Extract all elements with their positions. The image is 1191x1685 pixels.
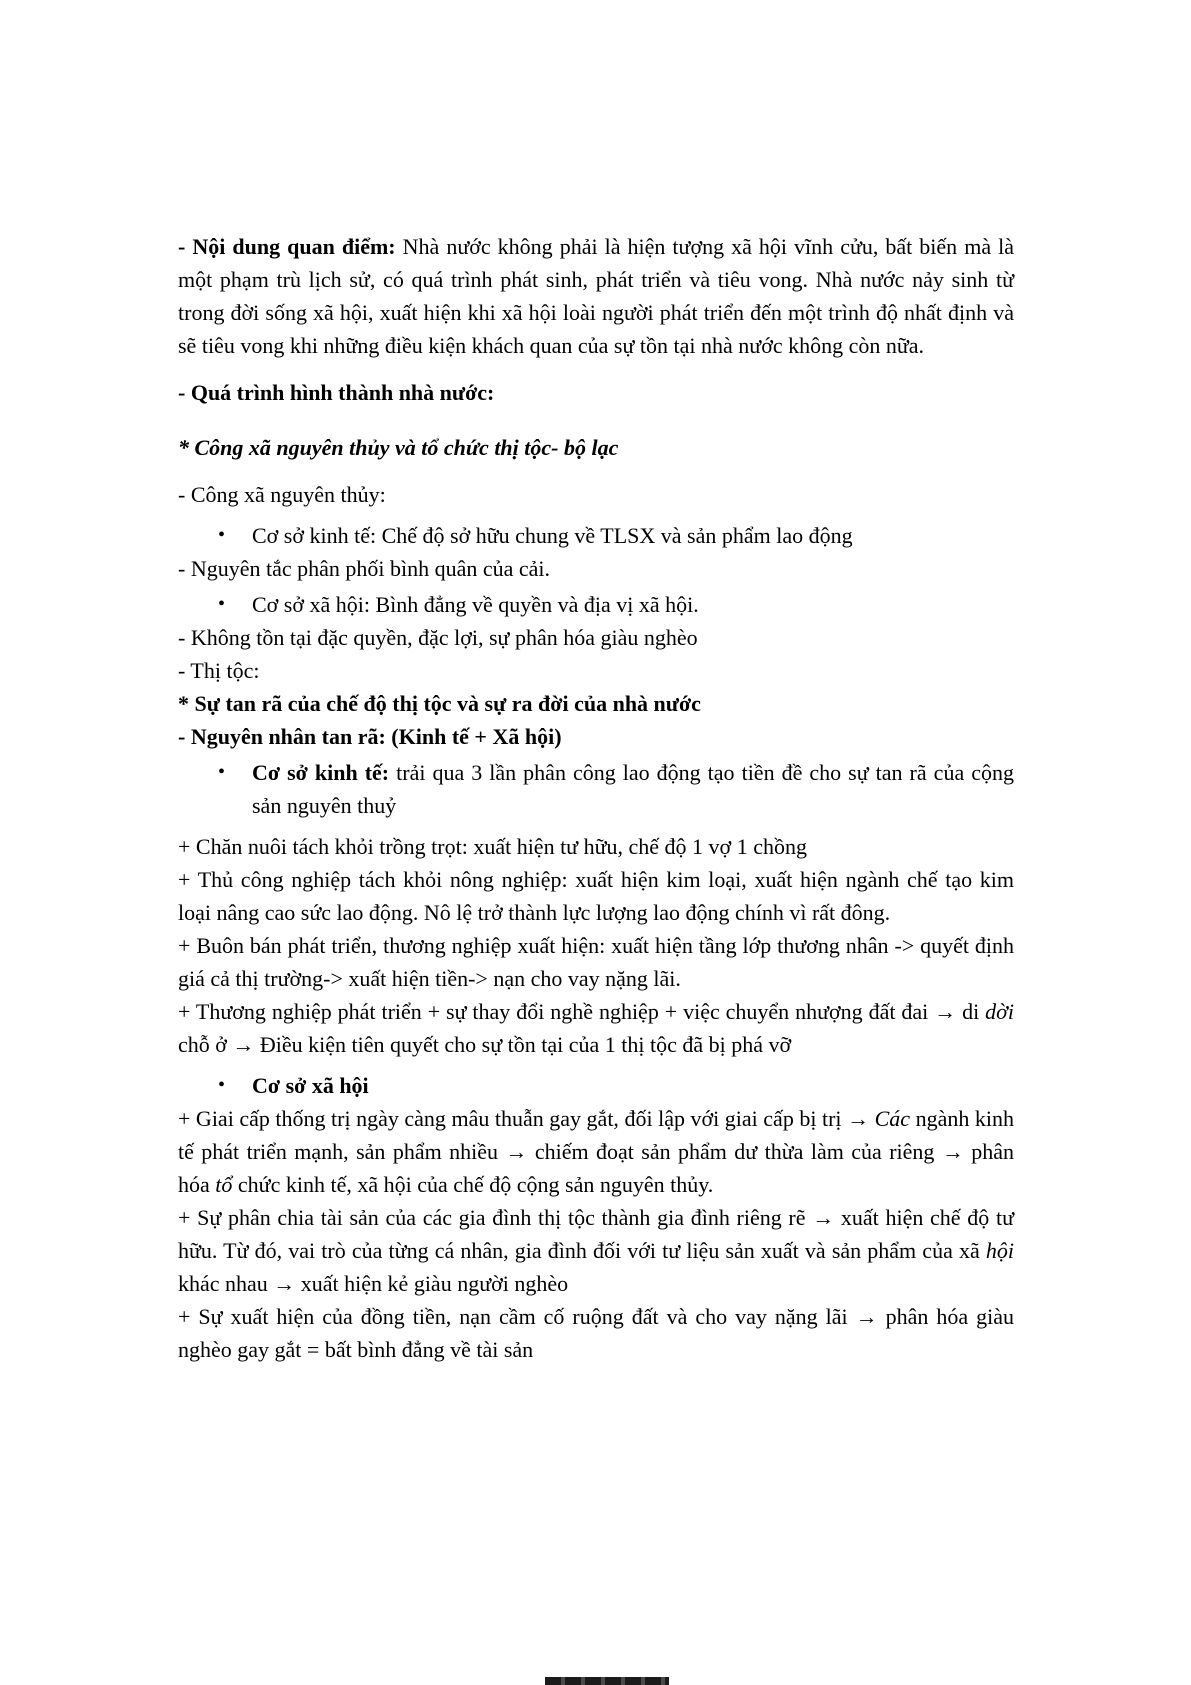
- label-clan: - Thị tộc:: [178, 658, 260, 683]
- bullet-economic-cause-text: [252, 756, 1014, 822]
- bullet-economic-basis: [178, 519, 1014, 552]
- label-primitive-commune: - Công xã nguyên thủy:: [178, 482, 386, 507]
- heading-primitive-commune: * Công xã nguyên thủy và tổ chức thị tộc- bộ lạc: [178, 435, 619, 460]
- intro-lead-label: - Nội dung quan điểm:: [178, 234, 396, 259]
- bullet-social-cause-text: Cơ sở xã hội: [252, 1073, 369, 1098]
- paragraph-handicraft: + Thủ công nghiệp tách khỏi nông nghiệp: xuất hiện kim loại, xuất hiện ngành chế tạo kim loại nâng cao sức lao động. Nô lệ trở thành lực lượng lao động chính vì rất đông.: [178, 867, 1014, 925]
- paragraph-class-conflict: [178, 1102, 1014, 1201]
- bullet-economic-basis-text: Cơ sở kinh tế: Chế độ sở hữu chung về TLSX và sản phẩm lao động: [252, 523, 853, 548]
- property-division-italic: hội: [985, 1238, 1014, 1263]
- heading-dissolution-causes: - Nguyên nhân tan rã: (Kinh tế + Xã hội): [178, 724, 562, 749]
- paragraph-trade: + Buôn bán phát triển, thương nghiệp xuất hiện: xuất hiện tầng lớp thương nhân -> quyết định giá cả thị trường-> xuất hiện tiền-> nạn cho vay nặng lãi.: [178, 933, 1014, 991]
- document-page: [178, 230, 1014, 1366]
- bullet-icon: •: [218, 524, 226, 546]
- economic-cause-body: trải qua 3 lần phân công lao động tạo tiền đề cho sự tan rã của cộng sản nguyên thuỷ: [252, 760, 1014, 818]
- bullet-icon: •: [218, 593, 226, 615]
- commerce-text-b: chỗ ở → Điều kiện tiên quyết cho sự tồn tại của 1 thị tộc đã bị phá vỡ: [178, 1032, 792, 1057]
- paragraph-no-privilege: - Không tồn tại đặc quyền, đặc lợi, sự phân hóa giàu nghèo: [178, 625, 698, 650]
- paragraph-money: + Sự xuất hiện của đồng tiền, nạn cầm cố ruộng đất và cho vay nặng lãi → phân hóa giàu nghèo gay gắt = bất bình đẳng về tài sản: [178, 1304, 1014, 1362]
- bullet-icon: •: [218, 1074, 226, 1096]
- class-conflict-a: + Giai cấp thống trị ngày càng mâu thuẫn gay gắt, đối lập với giai cấp bị trị →: [178, 1106, 875, 1131]
- bullet-social-cause: [178, 1069, 1014, 1102]
- paragraph-commerce: [178, 995, 1014, 1061]
- paragraph-intro: [178, 230, 1014, 362]
- bullet-icon: •: [218, 761, 226, 783]
- bullet-economic-cause: [178, 756, 1014, 822]
- bullet-social-basis-text: Cơ sở xã hội: Bình đẳng về quyền và địa vị xã hội.: [252, 592, 699, 617]
- commerce-text-italic: dời: [985, 999, 1014, 1024]
- class-conflict-b: ngành kinh tế phát triển mạnh, sản phẩm nhiều → chiếm đoạt sản phẩm dư thừa làm của riêng → phân hóa: [178, 1106, 1014, 1197]
- heading-formation-process: - Quá trình hình thành nhà nước:: [178, 380, 495, 405]
- property-division-b: khác nhau → xuất hiện kẻ giàu người nghèo: [178, 1271, 569, 1296]
- paragraph-property-division: [178, 1201, 1014, 1300]
- bullet-social-basis: [178, 588, 1014, 621]
- class-conflict-italic-1: Các: [874, 1106, 911, 1131]
- commerce-text-a: + Thương nghiệp phát triển + sự thay đổi nghề nghiệp + việc chuyển nhượng đất đai → di: [178, 999, 986, 1024]
- class-conflict-italic-2: tổ: [215, 1172, 233, 1197]
- property-division-a: + Sự phân chia tài sản của các gia đình thị tộc thành gia đình riêng rẽ → xuất hiện chế độ tư hữu. Từ đó, vai trò của từng cá nhân, gia đình đối với tư liệu sản xuất và sản phẩm của xã: [178, 1205, 1014, 1263]
- page-bottom-artifact: [545, 1677, 669, 1685]
- paragraph-distribution: - Nguyên tắc phân phối bình quân của cải.: [178, 556, 551, 581]
- intro-body-text: Nhà nước không phải là hiện tượng xã hội vĩnh cửu, bất biến mà là một phạm trù lịch sử, có quá trình phát sinh, phát triển và tiêu vong. Nhà nước nảy sinh từ trong đời sống xã hội, xuất hiện khi xã hội loài người phát triển đến một trình độ nhất định và sẽ tiêu vong khi những điều kiện khách quan của sự tồn tại nhà nước không còn nữa.: [178, 234, 1014, 358]
- heading-clan-dissolution: * Sự tan rã của chế độ thị tộc và sự ra đời của nhà nước: [178, 691, 701, 716]
- paragraph-livestock: + Chăn nuôi tách khỏi trồng trọt: xuất hiện tư hữu, chế độ 1 vợ 1 chồng: [178, 834, 807, 859]
- class-conflict-c: chức kinh tế, xã hội của chế độ cộng sản nguyên thủy.: [232, 1172, 714, 1197]
- economic-cause-lead: Cơ sở kinh tế:: [252, 760, 390, 785]
